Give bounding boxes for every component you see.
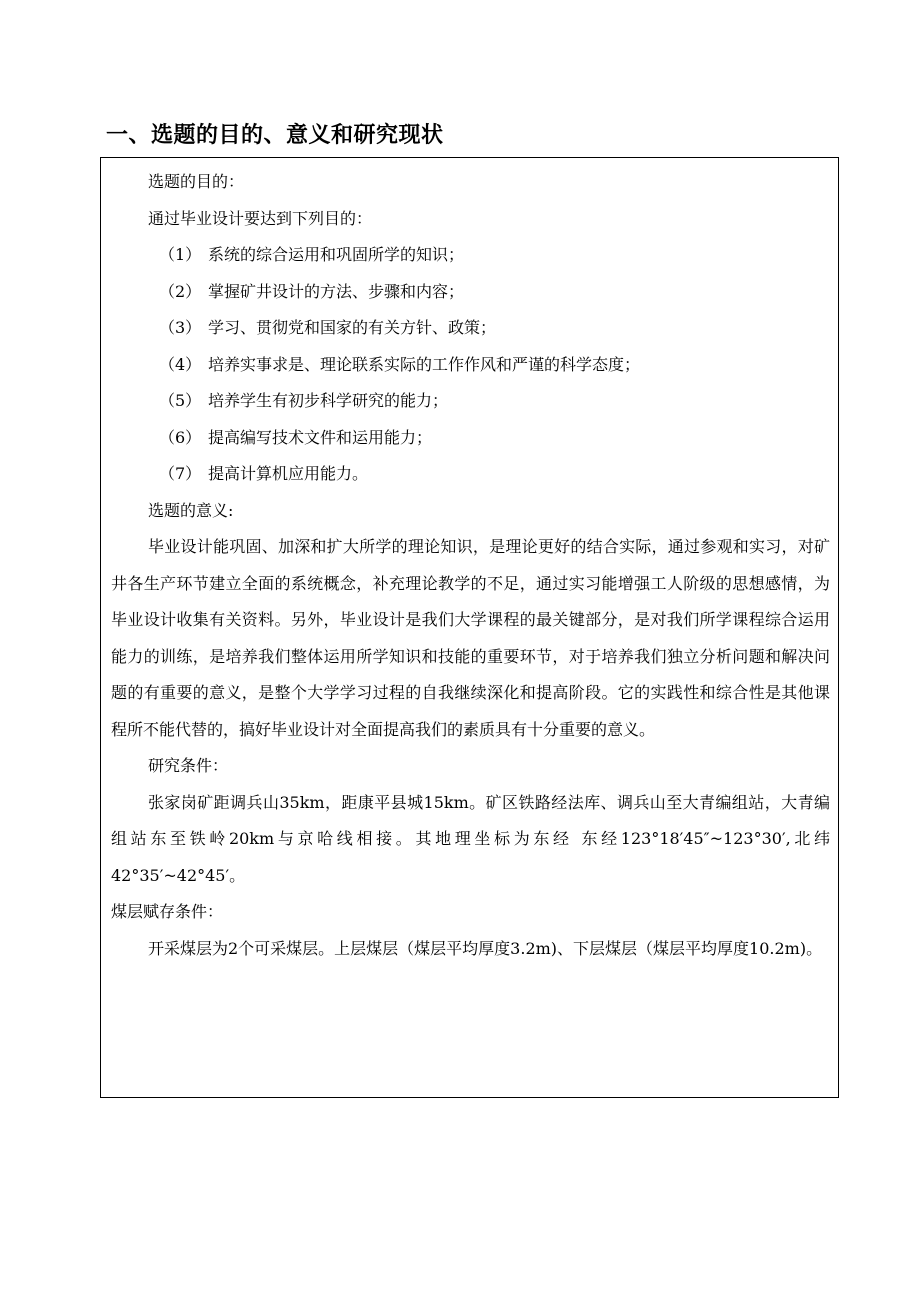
significance-paragraph: 毕业设计能巩固、加深和扩大所学的理论知识，是理论更好的结合实际，通过参观和实习，对矿井各生产环节建立全面的系统概念，补充理论教学的不足，通过实习能增强工人阶级的思想感情，为毕业设计收集有关资料。另外，毕业设计是我们大学课程的最关键部分，是对我们所学课程综合运用能力的训练，是培养我们整体运用所学知识和技能的重要环节，对于培养我们独立分析问题和解决问题的有重要的意义，是整个大学学习过程的自我继续深化和提高阶段。它的实践性和综合性是其他课程所不能代替的，搞好毕业设计对全面提高我们的素质具有十分重要的意义。	[111, 537, 830, 739]
content-body	[111, 164, 830, 967]
purpose-item	[111, 237, 830, 274]
coal-paragraph: 开采煤层为2个可采煤层。上层煤层（煤层平均厚度3.2m)、下层煤层（煤层平均厚度10.2m)。	[148, 938, 823, 958]
purpose-intro: 通过毕业设计要达到下列目的：	[148, 208, 373, 228]
significance-label: 选题的意义:	[148, 500, 234, 520]
purpose-item	[111, 456, 830, 493]
item-number: （3）	[159, 318, 202, 337]
purpose-item	[111, 347, 830, 384]
item-text: 培养实事求是、理论联系实际的工作作风和严谨的科学态度；	[208, 354, 641, 374]
purpose-item	[111, 274, 830, 311]
item-text: 系统的综合运用和巩固所学的知识；	[208, 245, 465, 264]
purpose-item	[111, 383, 830, 420]
conditions-paragraph: 张家岗矿距调兵山35km，距康平县城15km。矿区铁路经法库、调兵山至大青编组站，大青编组站东至铁岭20km与京哈线相接。其地理坐标为东经 东经123°18′45″~123°30′,北纬42°35′~42°45′。	[111, 792, 830, 885]
purpose-label: 选题的目的：	[148, 172, 245, 191]
item-number: （5）	[159, 391, 202, 410]
item-text: 学习、贯彻党和国家的有关方针、政策；	[208, 318, 497, 337]
purpose-item	[111, 420, 830, 457]
purpose-item	[111, 310, 830, 347]
conditions-label: 研究条件：	[148, 756, 229, 775]
item-number: （2）	[159, 281, 202, 301]
coal-label: 煤层赋存条件：	[111, 902, 224, 921]
item-number: （7）	[159, 464, 202, 483]
content-box	[100, 157, 839, 1098]
item-number: （1）	[159, 245, 202, 264]
item-text: 掌握矿井设计的方法、步骤和内容；	[208, 281, 465, 301]
item-number: （4）	[159, 354, 202, 374]
item-number: （6）	[159, 427, 202, 447]
section-title: 一、选题的目的、意义和研究现状	[106, 123, 444, 148]
item-text: 提高计算机应用能力。	[208, 464, 369, 483]
item-text: 提高编写技术文件和运用能力；	[208, 427, 433, 447]
item-text: 培养学生有初步科学研究的能力；	[208, 391, 449, 410]
